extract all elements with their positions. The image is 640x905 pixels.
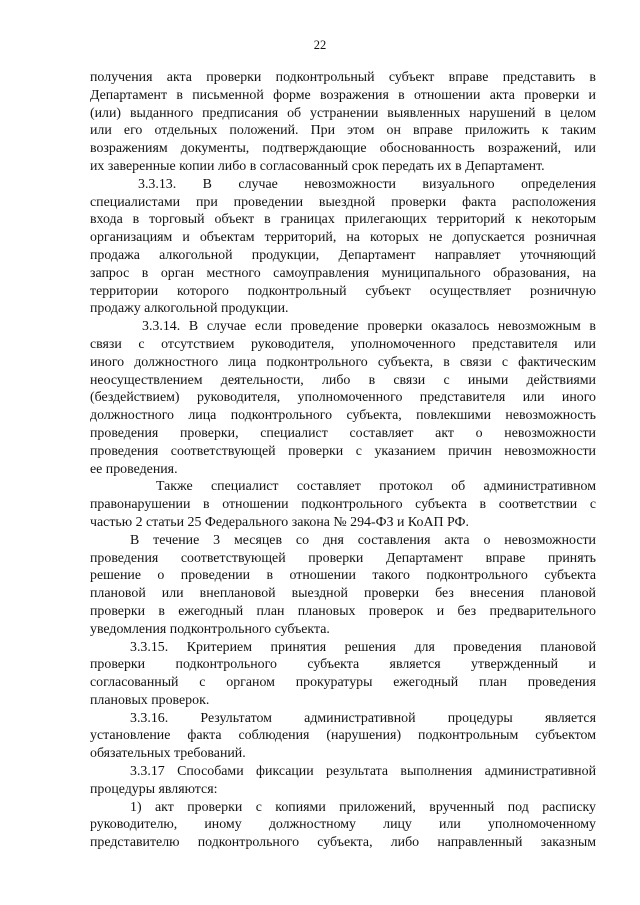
text-line: проверки подконтрольного субъекта является утвержденный и	[90, 657, 596, 673]
text-line: решение о проведении в отношении такого подконтрольного субъекта	[90, 568, 596, 584]
text-line: их заверенные копии либо в согласованный срок передать их в Департамент.	[90, 158, 545, 174]
text-line: получения акта проверки подконтрольный субъект вправе представить в	[90, 70, 596, 85]
text-line: представителю подконтрольного субъекта, либо направленный заказным	[90, 835, 596, 851]
text-line: продажу алкогольной продукции.	[90, 301, 289, 317]
text-line: неосуществлением деятельности, либо в связи с иными действиями	[90, 372, 596, 388]
body-text	[90, 69, 596, 852]
text-line: иного должностного лица подконтрольного субъекта, в связи с фактическим	[90, 354, 596, 370]
text-line: правонарушении в отношении подконтрольного субъекта в соответствии с	[90, 497, 596, 513]
text-line: проведения проверки, специалист составляет акт о невозможности	[90, 425, 596, 441]
text-line: (бездействием) руководителя, уполномоченного представителя или иного	[90, 390, 596, 406]
text-line: частью 2 статьи 25 Федерального закона № 294-ФЗ и КоАП РФ.	[90, 514, 469, 530]
text-line: должностного лица подконтрольного субъекта, повлекшими невозможность	[90, 408, 596, 424]
text-line: ее проведения.	[90, 461, 178, 477]
text-line: руководителю, иному должностному лицу или уполномоченному	[90, 817, 596, 833]
text-line: В течение 3 месяцев со дня составления акта о невозможности	[130, 532, 596, 548]
text-line: установление факта соблюдения (нарушения) подконтрольным субъектом	[90, 728, 596, 744]
text-line: возражениям документы, подтверждающие обоснованность возражений, или	[90, 141, 596, 157]
text-line: 3.3.17 Способами фиксации результата выполнения административной	[130, 764, 596, 780]
text-line: проведения соответствующей проверки Департамент вправе принять	[90, 550, 596, 566]
text-line: (или) выданного предписания об устранении выявленных нарушений в целом	[90, 105, 596, 121]
text-line: территории которого подконтрольный субъект осуществляет розничную	[90, 283, 596, 299]
text-line: продажа алкогольной продукции, Департамент направляет уточняющий	[90, 247, 596, 263]
text-line: проверки в ежегодный план плановых проверок и без предварительного	[90, 603, 596, 619]
text-line: процедуры являются:	[90, 781, 218, 797]
text-line: 3.3.13. В случае невозможности визуального определения	[138, 176, 596, 192]
text-line: входа в торговый объект в границах прилегающих территорий к некоторым	[90, 212, 596, 228]
text-line: 3.3.16. Результатом административной процедуры является	[130, 710, 596, 726]
text-line: Также специалист составляет протокол об административном	[156, 479, 596, 495]
text-line: связи с отсутствием руководителя, уполномоченного представителя или	[90, 336, 596, 352]
text-line: 3.3.14. В случае если проведение проверки оказалось невозможным в	[142, 319, 596, 335]
text-line: 3.3.15. Критерием принятия решения для проведения плановой	[130, 639, 596, 655]
text-line: или его отдельных положений. При этом он вправе приложить к таким	[90, 123, 596, 139]
text-line: плановой или внеплановой выездной проверки без внесения плановой	[90, 586, 596, 602]
text-line: организациям и объектам территорий, на которых не допускается розничная	[90, 230, 596, 246]
text-line: запрос в орган местного самоуправления муниципального образования, на	[90, 265, 596, 281]
text-line: специалистами при проведении выездной проверки факта расположения	[90, 194, 596, 210]
text-line: проведения соответствующей проверки с указанием причин невозможности	[90, 443, 596, 459]
text-line: согласованный с органом прокуратуры ежегодный план проведения	[90, 675, 596, 691]
text-line: уведомления подконтрольного субъекта.	[90, 621, 330, 637]
text-line: плановых проверок.	[90, 692, 210, 708]
text-line: 1) акт проверки с копиями приложений, врученный под расписку	[130, 799, 596, 815]
text-line: обязательных требований.	[90, 746, 246, 762]
text-line: Департамент в письменной форме возражения в отношении акта проверки и	[90, 87, 596, 103]
page-number: 22	[313, 38, 327, 52]
